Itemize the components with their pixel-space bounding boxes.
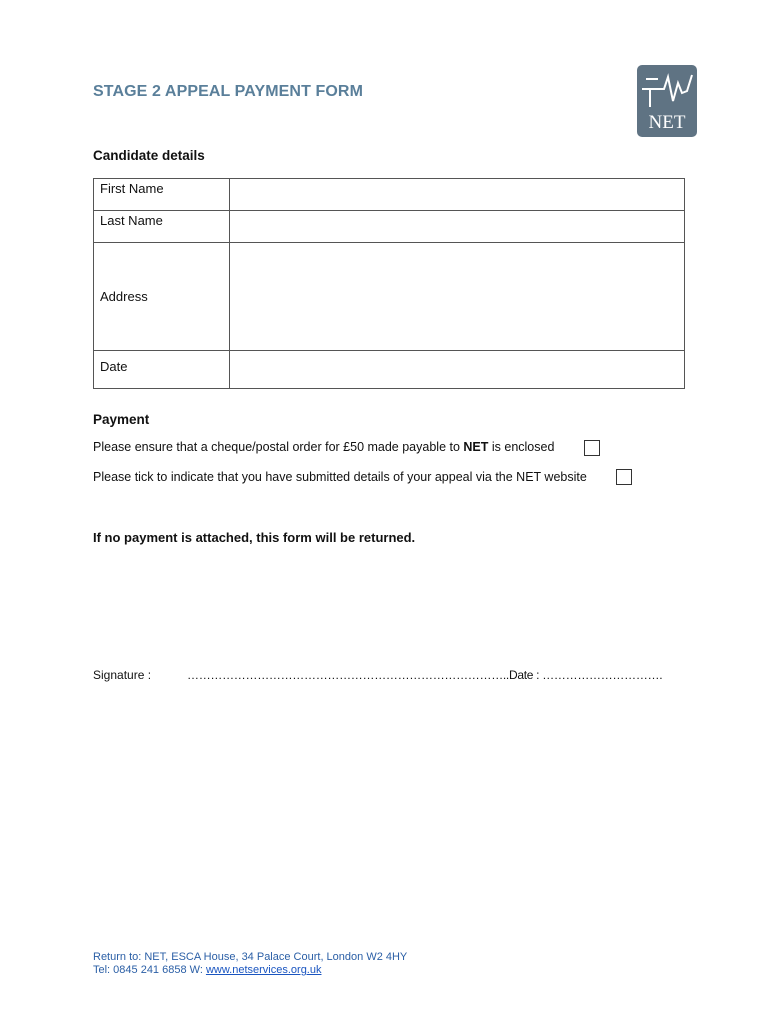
footer-contact — [93, 964, 321, 976]
last-name-field[interactable] — [230, 211, 685, 243]
table-row — [94, 243, 685, 351]
first-name-field[interactable] — [230, 179, 685, 211]
return-warning: If no payment is attached, this form will be returned. — [93, 530, 416, 545]
table-row — [94, 211, 685, 243]
net-logo — [637, 65, 697, 137]
table-row — [94, 351, 685, 389]
candidate-details-heading: Candidate details — [93, 148, 205, 163]
date-field[interactable] — [230, 351, 685, 389]
signature-date-line[interactable]: ………………………………………………………………………..Date : …………………………. — [187, 668, 663, 682]
last-name-label: Last Name — [94, 211, 230, 243]
website-submitted-checkbox[interactable] — [616, 469, 632, 485]
date-label: Date — [94, 351, 230, 389]
payment-line1-start: Please ensure that a cheque/postal order for £50 made payable to — [93, 440, 464, 454]
footer-address: Return to: NET, ESCA House, 34 Palace Court, London W2 4HY — [93, 951, 408, 963]
cheque-enclosed-checkbox[interactable] — [584, 440, 600, 456]
payment-instruction-website: Please tick to indicate that you have submitted details of your appeal via the NET website — [93, 470, 587, 484]
payment-line1-end: is enclosed — [488, 440, 555, 454]
payment-instruction-cheque — [93, 440, 554, 454]
address-field[interactable] — [230, 243, 685, 351]
candidate-details-table — [93, 178, 685, 389]
form-title: STAGE 2 APPEAL PAYMENT FORM — [93, 83, 363, 100]
payment-heading: Payment — [93, 412, 150, 427]
footer-tel: Tel: 0845 241 6858 W: — [93, 964, 206, 976]
signature-label: Signature : — [93, 668, 152, 682]
address-label: Address — [94, 243, 230, 351]
table-row — [94, 179, 685, 211]
logo-text: NET — [648, 112, 686, 133]
payment-line1-bold: NET — [463, 440, 489, 454]
first-name-label: First Name — [94, 179, 230, 211]
website-link[interactable]: www.netservices.org.uk — [205, 964, 322, 976]
